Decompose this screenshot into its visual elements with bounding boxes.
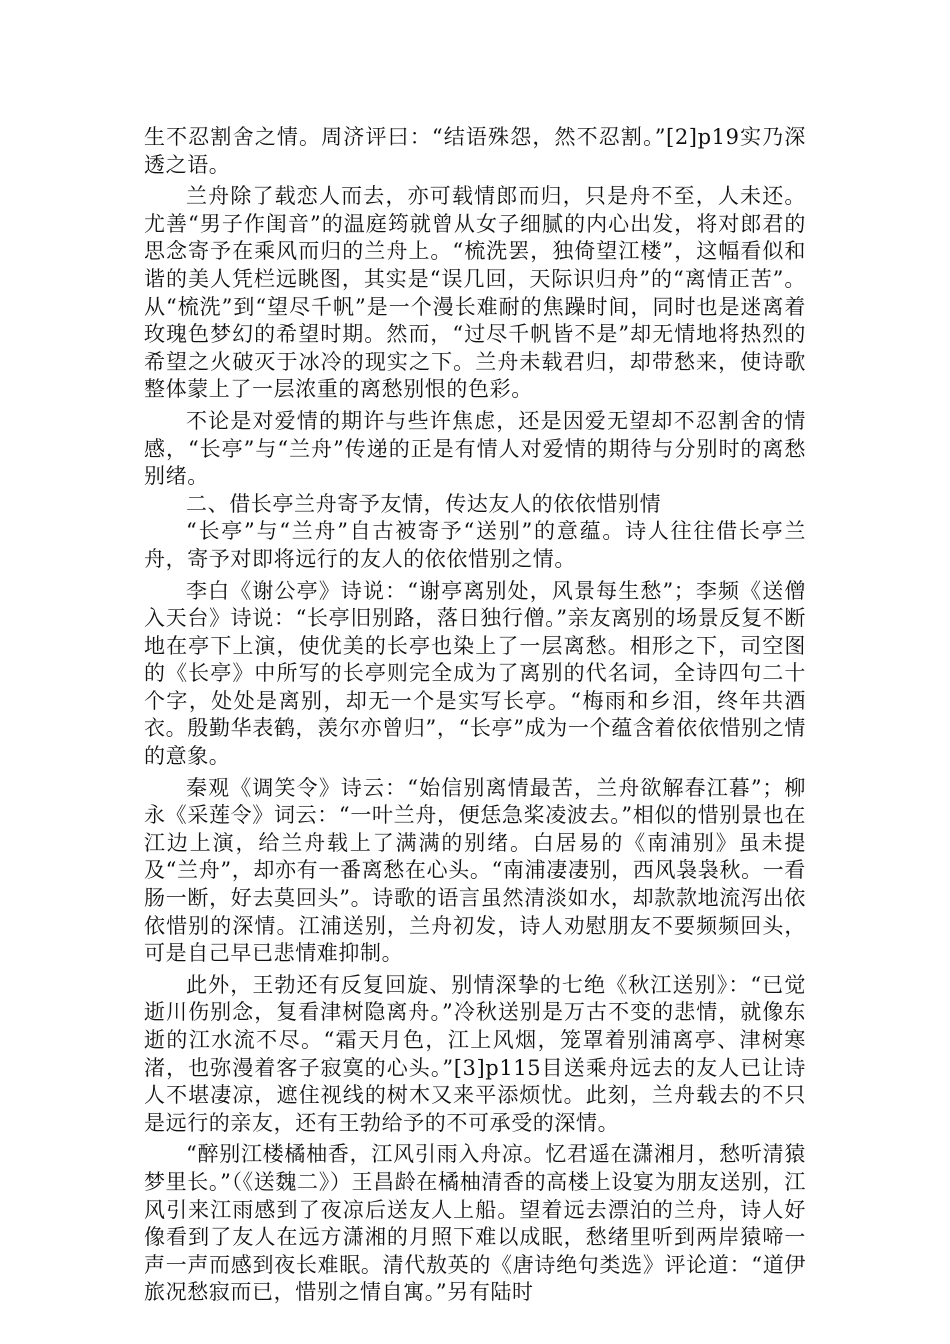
document-page bbox=[144, 124, 806, 1307]
paragraph-wang-bo: 此外，王勃还有反复回旋、别情深挚的七绝《秋江送别》：“已觉逝川伤别念，复看津树隐离舟。”冷秋送别是万古不变的悲情，就像东逝的江水流不尽。“霜天月色，江上风烟，笼罩着别浦离亭、津树寒渚，也弥漫着客子寂寞的心头。”[3]p115目送乘舟远去的友人已让诗人不堪凄凉，遮住视线的树木又来平添烦忧。此刻，兰舟载去的不只是远行的亲友，还有王勃给予的不可承受的深情。 bbox=[144, 972, 806, 1135]
paragraph-lanzhou-return: 兰舟除了载恋人而去，亦可载情郎而归，只是舟不至，人未还。尤善“男子作闺音”的温庭筠就曾从女子细腻的内心出发，将对郎君的思念寄予在乘风而归的兰舟上。“梳洗罢，独倚望江楼”，这幅看似和谐的美人凭栏远眺图，其实是“误几回，天际识归舟”的“离情正苦”。从“梳洗”到“望尽千帆”是一个漫长难耐的焦躁时间，同时也是迷离着玫瑰色梦幻的希望时期。然而，“过尽千帆皆不是”却无情地将热烈的希望之火破灭于冰冷的现实之下。兰舟未载君归，却带愁来，使诗歌整体蒙上了一层浓重的离愁别恨的色彩。 bbox=[144, 184, 806, 402]
paragraph-continued: 生不忍割舍之情。周济评曰：“结语殊怨，然不忍割。”[2]p19实乃深透之语。 bbox=[144, 125, 806, 177]
paragraph-changting: 李白《谢公亭》诗说：“谢亭离别处，风景每生愁”；李频《送僧入天台》诗说：“长亭旧别路，落日独行僧。”亲友离别的场景反复不断地在亭下上演，使优美的长亭也染上了一层离愁。相形之下，司空图的《长亭》中所写的长亭则完全成为了离别的代名词，全诗四句二十个字，处处是离别，却无一个是实写长亭。“梅雨和乡泪，终年共酒衣。殷勤华表鹤，羡尔亦曾归”，“长亭”成为一个蕴含着依依惜别之情的意象。 bbox=[144, 578, 806, 769]
paragraph-lanzhou-farewell: 秦观《调笑令》诗云：“始信别离情最苦，兰舟欲解春江暮”；柳永《采莲令》词云：“一叶兰舟，便恁急桨凌波去。”相似的惜别景也在江边上演，给兰舟载上了满满的别绪。白居易的《南浦别》虽未提及“兰舟”，却亦有一番离愁在心头。“南浦凄凄别，西风袅袅秋。一看肠一断，好去莫回头”。诗歌的语言虽然清淡如水，却款款地流泻出依依惜别的深情。江浦送别，兰舟初发，诗人劝慰朋友不要频频回头，可是自己早已悲情难抑制。 bbox=[144, 775, 806, 966]
paragraph-summary-love: 不论是对爱情的期许与些许焦虑，还是因爱无望却不忍割舍的情感，“长亭”与“兰舟”传递的正是有情人对爱情的期待与分别时的离愁别绪。 bbox=[144, 408, 806, 489]
paragraph-wang-changling: “醉别江楼橘柚香，江风引雨入舟凉。忆君遥在潇湘月，愁听清猿梦里长。”（《送魏二》）王昌龄在橘柚清香的高楼上设宴为朋友送别，江风引来江雨感到了夜凉后送友人上船。望着远去漂泊的兰舟，诗人好像看到了友人在远方潇湘的月照下难以成眠，愁绪里听到两岸猿啼一声一声而感到夜长难眠。清代敖英的《唐诗绝句类选》评论道：“道伊旅况愁寂而已，惜别之情自寓。”另有陆时 bbox=[144, 1142, 806, 1305]
section-heading: 二、借长亭兰舟寄予友情，传达友人的依依惜别情 bbox=[186, 491, 662, 516]
paragraph-farewell-intro: “长亭”与“兰舟”自古被寄予“送别”的意蕴。诗人往往借长亭兰舟，寄予对即将远行的友人的依依惜别之情。 bbox=[144, 519, 806, 571]
